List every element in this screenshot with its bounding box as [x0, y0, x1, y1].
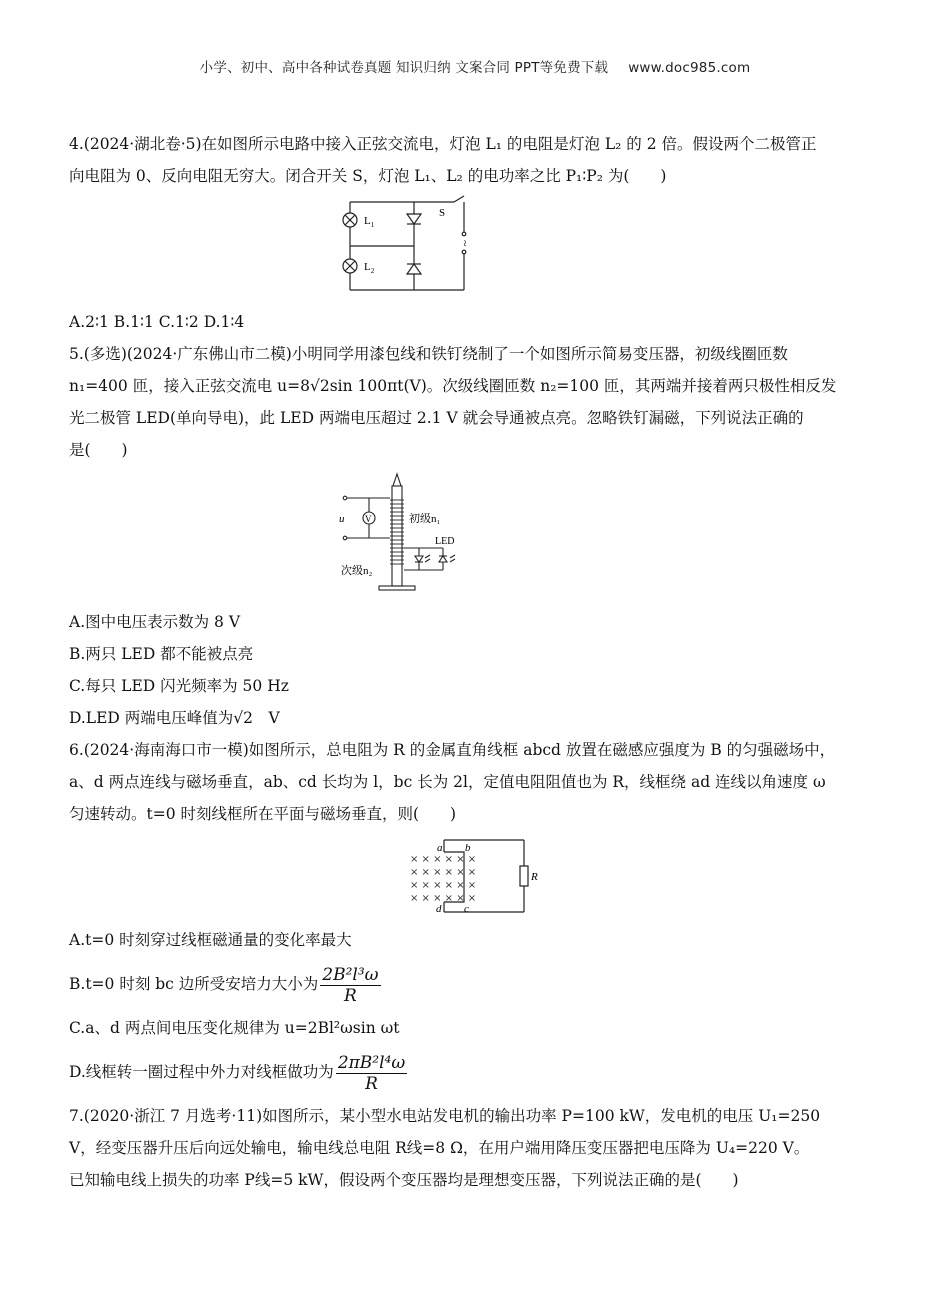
- q7-stem-line1: 7.(2020·浙江 7 月选考·11)如图所示，某小型水电站发电机的输出功率 P=100 kW，发电机的电压 U₁=250: [69, 1107, 821, 1125]
- q5-stem-line4: 是( ): [69, 441, 128, 459]
- q5-stem-line1: 5.(多选)(2024·广东佛山市二模)小明同学用漆包线和铁钉绕制了一个如图所示简易变压器，初级线圈匝数: [69, 345, 788, 363]
- q6-option-b-denominator: R: [344, 985, 357, 1006]
- q6-stem-line1: 6.(2024·海南海口市一模)如图所示，总电阻为 R 的金属直角线框 abcd 放置在磁感应强度为 B 的匀强磁场中，: [69, 741, 836, 759]
- q6-option-b-fraction: [320, 965, 380, 1006]
- q6-option-a: A.t=0 时刻穿过线框磁通量的变化率最大: [69, 931, 352, 949]
- q6-option-d: [69, 1044, 885, 1100]
- header-text: 小学、初中、高中各种试卷真题 知识归纳 文案合同 PPT等免费下载: [199, 60, 609, 76]
- q4-ac-symbol: ~: [458, 240, 472, 247]
- q7-stem-line3: 已知输电线上损失的功率 P线=5 kW，假设两个变压器均是理想变压器，下列说法正确的是( ): [69, 1171, 739, 1189]
- q6-frame-figure: [406, 832, 556, 918]
- q6-field-row3: × × × × × ×: [410, 880, 477, 891]
- q5-led-label: LED: [435, 536, 455, 547]
- q5-stem-line2: n₁=400 匝，接入正弦交流电 u=8√2sin 100πt(V)。次级线圈匝数 n₂=100 匝，其两端并接着两只极性相反发: [69, 377, 837, 395]
- q4-circuit-figure: [340, 194, 490, 298]
- q6-option-d-text: D.线框转一圈过程中外力对线框做功为: [69, 1063, 334, 1081]
- q6-field-row4: × × × × × ×: [410, 893, 477, 904]
- q6-option-b: [69, 956, 885, 1012]
- q5-option-b: B.两只 LED 都不能被点亮: [69, 645, 254, 663]
- q5-option-a: A.图中电压表示数为 8 V: [69, 613, 241, 631]
- q5-option-d: D.LED 两端电压峰值为√2 V: [69, 709, 280, 727]
- svg-text:L1: $L_1$: [364, 215, 375, 229]
- q6-point-b: b: [465, 842, 471, 854]
- q5-voltmeter-label: V: [365, 514, 372, 524]
- q4-l1-label: L: [364, 215, 371, 227]
- q6-point-c: c: [464, 903, 469, 915]
- q5-transformer-figure: [339, 472, 539, 596]
- q6-option-d-denominator: R: [365, 1073, 378, 1094]
- q6-stem-line3: 匀速转动。t=0 时刻线框所在平面与磁场垂直，则( ): [69, 805, 457, 823]
- q6-stem-line2: a、d 两点连线与磁场垂直，ab、cd 长均为 l，bc 长为 2l，定值电阻阻值也为 R，线框绕 ad 连线以角速度 ω: [69, 773, 826, 791]
- q5-stem-line3: 光二极管 LED(单向导电)，此 LED 两端电压超过 2.1 V 就会导通被点亮。忽略铁钉漏磁，下列说法正确的: [69, 409, 804, 427]
- q5-u-label: u: [339, 513, 345, 525]
- q4-switch-label: S: [439, 207, 446, 219]
- q5-secondary-label: 次级n₂: [341, 565, 373, 577]
- q6-point-d: d: [436, 903, 442, 915]
- q6-option-d-fraction: [336, 1053, 407, 1094]
- q4-stem-line1: 4.(2024·湖北卷·5)在如图所示电路中接入正弦交流电，灯泡 L₁ 的电阻是灯泡 L₂ 的 2 倍。假设两个二极管正: [69, 135, 817, 153]
- q5-primary-label: 初级n₁: [409, 513, 441, 525]
- svg-text:L2: $L_2$: [364, 261, 375, 275]
- page-header: [0, 56, 950, 76]
- q6-option-c: C.a、d 两点间电压变化规律为 u=2Bl²ωsin ωt: [69, 1019, 400, 1037]
- q4-stem-line2: 向电阻为 0、反向电阻无穷大。闭合开关 S，灯泡 L₁、L₂ 的电功率之比 P₁∶P₂ 为( ): [69, 167, 667, 185]
- q6-option-b-numerator: 2B²l³ω: [322, 964, 379, 985]
- q4-options: A.2∶1 B.1∶1 C.1∶2 D.1∶4: [69, 313, 245, 331]
- q5-option-c: C.每只 LED 闪光频率为 50 Hz: [69, 677, 289, 695]
- q6-resistor-label: R: [531, 871, 538, 883]
- q6-option-b-text: B.t=0 时刻 bc 边所受安培力大小为: [69, 975, 319, 993]
- q4-l2-label: L: [364, 261, 371, 273]
- question-content: [69, 128, 885, 1196]
- q7-stem-line2: V，经变压器升压后向远处输电，输电线总电阻 R线=8 Ω，在用户端用降压变压器把电压降为 U₄=220 V。: [69, 1139, 810, 1157]
- q6-point-a: a: [437, 842, 443, 854]
- q6-field-row1: × × × × × ×: [410, 854, 477, 865]
- q6-field-row2: × × × × × ×: [410, 867, 477, 878]
- header-url[interactable]: www.doc985.com: [628, 60, 751, 76]
- q6-option-d-numerator: 2πB²l⁴ω: [337, 1052, 406, 1073]
